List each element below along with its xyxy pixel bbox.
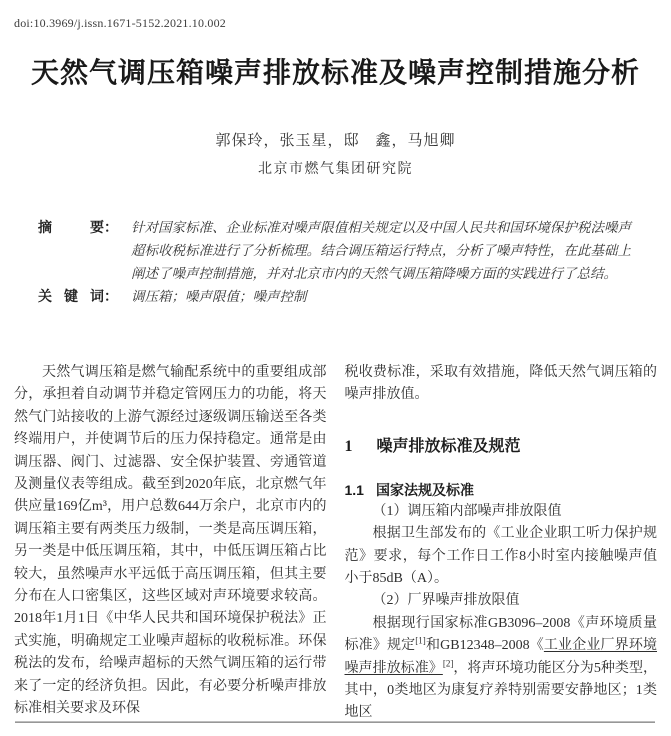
keywords-label-char-2: 键 [64, 288, 78, 304]
reference-mark-1: [1] [415, 635, 426, 646]
intro-paragraph-continuation: 税收费标准，采取有效措施，降低天然气调压箱的噪声排放值。 [344, 365, 657, 403]
standards-text-3: ，将声环境功能区分为5种类型，其中，0类地区为康复疗养特别需要安静地区；1类地区 [344, 660, 658, 721]
keywords-label [38, 285, 118, 308]
standards-text-2: 和GB12348–2008《 [425, 638, 544, 654]
section-1-heading [345, 436, 658, 458]
abstract-row [38, 216, 631, 285]
standards-paragraph [345, 613, 658, 725]
authors-line: 郭保玲，张玉星，邸 鑫，马旭卿 [215, 133, 456, 149]
intro-paragraph: 天然气调压箱是燃气输配系统中的重要组成部分，承担着自动调节并稳定管网压力的功能，将天然气门站接收的上游气源经过逐级调压输送至各类终端用户，并使调节后的压力保持稳定。通常是由调压器、阀门、过滤器、安全保护装置、旁通管道及测量仪表等组成。截至到2020年底，北京燃气年供应量169亿m³，用户总数644万余户，北京市内的调压箱主要有两类压力级制，一类是高压调压箱，另一类是中低压调压箱，其中，中低压调压箱占比较大，虽然噪声水平远低于高压调压箱，但其主要分布在人口密集区，这些区域对声环境要求较高。2018年1月1日《中华人民共和国环境保护税法》正式实施，明确规定工业噪声超标的收税标准。环保税法的发布，给噪声超标的天然气调压箱的运行带来了一定的经济负担。因此，有必要分析噪声排放标准相关要求及环保 [14, 365, 327, 717]
section-1-1-number: 1.1 [344, 481, 364, 498]
section-1-number: 1 [344, 437, 353, 455]
reference-mark-2: [2] [442, 658, 454, 668]
doi: doi:10.3969/j.issn.1671-5152.2021.10.002 [14, 16, 227, 30]
abstract-text: 针对国家标准、企业标准对噪声限值相关规定以及中国人民共和国环境保护税法噪声超标收税标准进行了分析梳理。结合调压箱运行特点，分析了噪声特性，在此基础上阐述了噪声控制措施，并对北京市内的天然气调压箱降噪方面的实践进行了总结。 [131, 220, 631, 281]
abstract-label [38, 216, 118, 239]
abstract-label-char-2: 要： [90, 219, 118, 235]
abstract-label-char-1: 摘 [38, 219, 52, 235]
keywords-label-char-1: 关 [38, 288, 52, 304]
abstract-keywords-block [38, 216, 631, 308]
footnote-divider [15, 721, 655, 723]
keywords-label-char-3: 词： [90, 288, 118, 304]
section-1-1-heading [345, 479, 658, 501]
keywords-text: 调压箱；噪声限值；噪声控制 [131, 289, 307, 304]
affiliation-line: 北京市燃气集团研究院 [258, 162, 413, 177]
right-column [345, 362, 658, 725]
keywords-row [38, 285, 631, 308]
section-1-title: 噪声排放标准及规范 [376, 437, 521, 455]
standards-text-1: 根据现行国家标准GB3096–2008《声环境质量标准》规定 [344, 615, 657, 654]
section-1-1-title: 国家法规及标准 [375, 481, 474, 498]
paper-title: 天然气调压箱噪声排放标准及噪声控制措施分析 [30, 58, 640, 89]
list-item-2: （2）厂界噪声排放限值 [372, 593, 520, 609]
body-columns [14, 362, 657, 725]
hearing-protection-paragraph: 根据卫生部发布的《工业企业职工听力保护规范》要求，每个工作日工作8小时室内接触噪声值小于85dB（A）。 [344, 526, 657, 587]
standards-underlined-title: 工业企业厂界环境噪声排放标准》 [344, 638, 658, 676]
left-column [14, 362, 327, 725]
list-item-1: （1）调压箱内部噪声排放限值 [372, 503, 562, 519]
